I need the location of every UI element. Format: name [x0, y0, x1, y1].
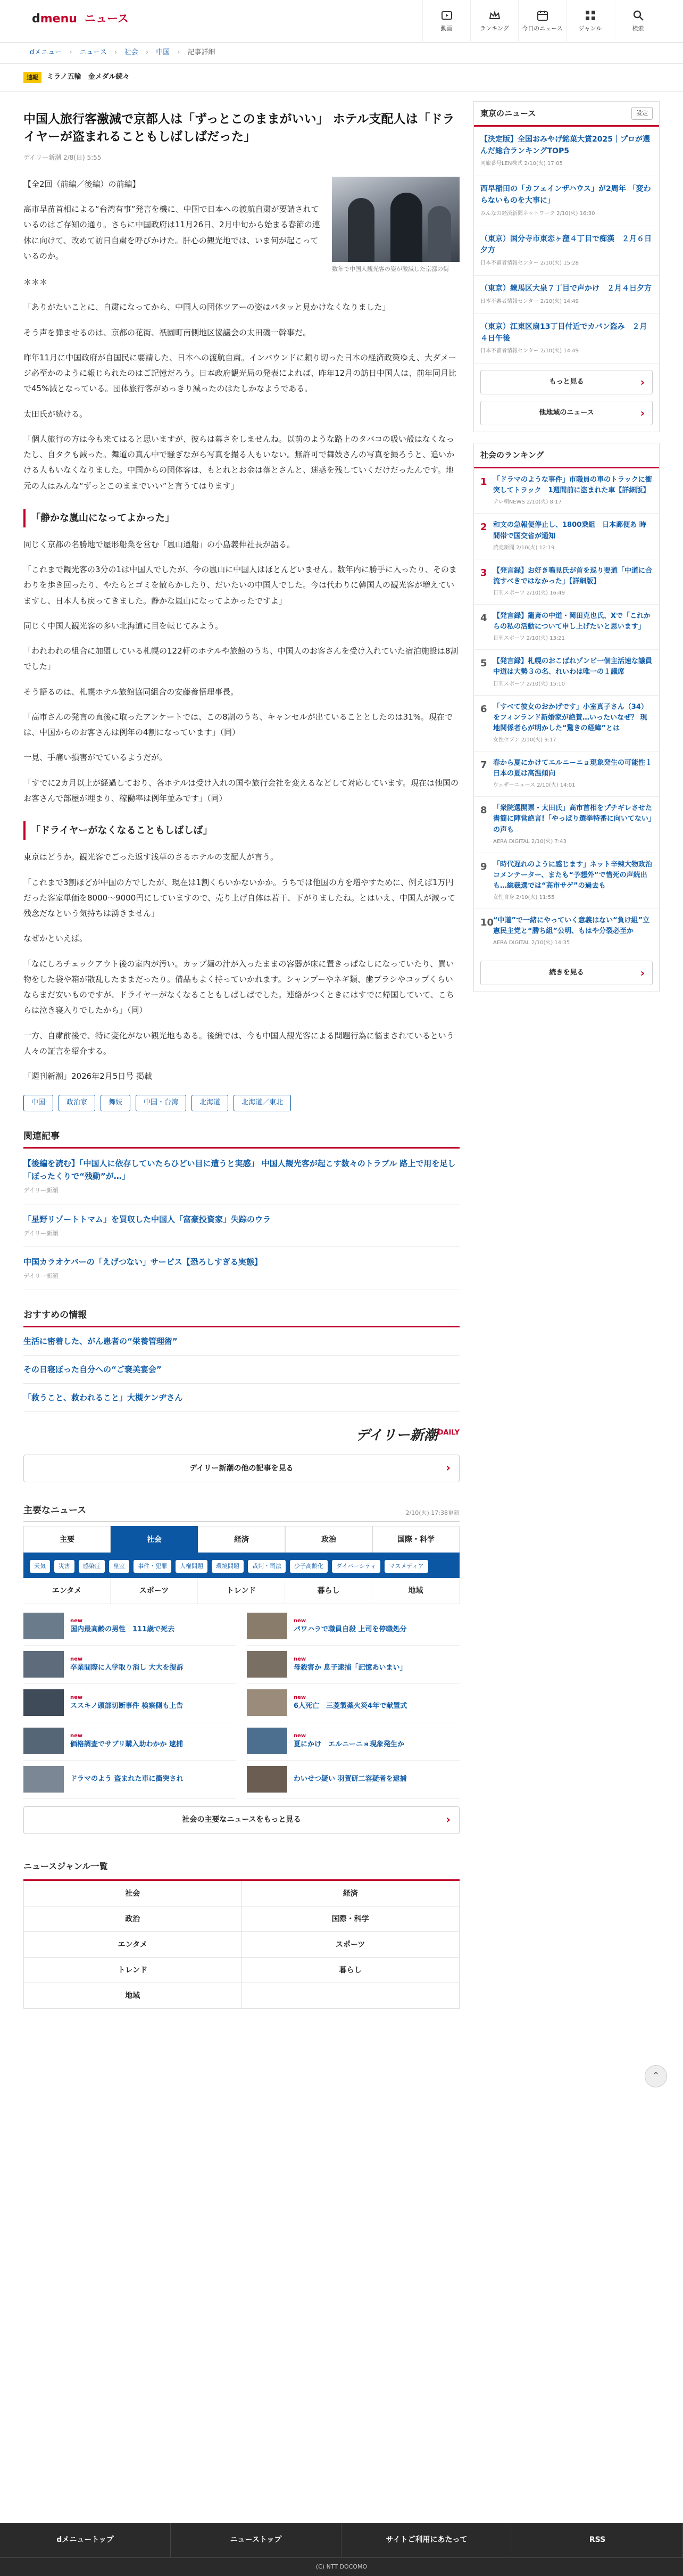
- tokyo-news-title: （東京）江東区扇13丁目付近でカバン盗み ２月４日午後: [480, 322, 647, 343]
- rank-number: 4: [480, 613, 487, 624]
- news-thumbnail: [247, 1689, 287, 1716]
- ranking-item[interactable]: [474, 605, 659, 650]
- news-item[interactable]: [23, 1722, 236, 1761]
- ranking-item[interactable]: [474, 468, 659, 514]
- footer-link-terms[interactable]: サイトご利用にあたって: [342, 2523, 512, 2557]
- tokyo-news-source: みんなの経済新聞ネットワーク 2/10(火) 16:30: [480, 210, 595, 217]
- ranking-box: [473, 443, 660, 992]
- ranking-source: 日刊スポーツ 2/10(火) 15:10: [493, 681, 565, 687]
- ranking-item[interactable]: [474, 853, 659, 909]
- main-news-header: [23, 1504, 460, 1522]
- ranking-source: 読売新聞 2/10(火) 12:19: [493, 544, 555, 551]
- genre-item[interactable]: 社会: [24, 1881, 242, 1906]
- new-badge: new: [294, 1695, 306, 1701]
- source-logo: [23, 1425, 460, 1447]
- article-title: 中国人旅行客激減で京都人は「ずっとこのままがいい」 ホテル支配人は「ドライヤーが盗まれることもしばしばだった」: [23, 112, 455, 144]
- chevron-up-icon: ⌃: [652, 2070, 660, 2082]
- breadcrumb-dmenu[interactable]: dメニュー: [30, 48, 62, 57]
- new-badge: new: [294, 1656, 306, 1663]
- news-item[interactable]: [23, 1684, 236, 1722]
- main-news-tabs: [23, 1526, 460, 1553]
- nav-genre-label: ジャンル: [578, 25, 602, 32]
- genre-item[interactable]: スポーツ: [242, 1932, 460, 1958]
- tokyo-news-item[interactable]: [474, 226, 659, 276]
- other-region-button[interactable]: 他地域のニュース ›: [480, 401, 653, 425]
- region-setting-button[interactable]: 設定: [631, 107, 653, 120]
- photo-caption: 数年で中国人観光客の姿が激減した京都の街: [332, 265, 449, 273]
- main-news-updated: 2/10(火) 17:38更新: [405, 1509, 460, 1517]
- genre-list: [23, 1881, 460, 2009]
- related-source: デイリー新潮: [23, 1273, 59, 1280]
- tab-society[interactable]: 社会: [111, 1526, 198, 1553]
- logo-news: ニュース: [84, 12, 129, 25]
- related-title: 「星野リゾートトマム」を買収した中国人「富豪投資家」失踪のウラ: [23, 1214, 271, 1224]
- tab-life[interactable]: 暮らし: [285, 1578, 372, 1604]
- article-photo[interactable]: [332, 177, 460, 274]
- article-paragraph: 高市早苗首相による“台湾有事”発言を機に、中国で日本への渡航自粛が要請されているのはご存知の通り。さらに中国政府は11月26日、2月中旬から始まる春節の連休に向けて、改めて訪日自粛を呼びかけた。肝心の観光地では、いま何が起こっているのか。: [23, 204, 320, 261]
- rank-number: 9: [480, 861, 487, 872]
- nav-ranking[interactable]: [470, 0, 518, 43]
- news-title: ドラマのよう 盗まれた車に衝突され: [70, 1775, 184, 1784]
- news-title: わいせつ疑い 羽賀研二容疑者を逮捕: [294, 1775, 407, 1784]
- tokyo-news-source: 日本不審者情報センター 2/10(火) 15:28: [480, 260, 579, 267]
- source-logo-text: デイリー新潮: [355, 1427, 438, 1444]
- ranking-source: 日刊スポーツ 2/10(火) 16:49: [493, 590, 565, 597]
- calendar-icon: [536, 9, 549, 22]
- news-title: 夏にかけ エルニーニョ現象発生か: [294, 1740, 405, 1749]
- news-item[interactable]: [247, 1646, 460, 1684]
- news-title: パワハラで職員自殺 上司を停職処分: [294, 1625, 407, 1634]
- breaking-tag: 速報: [23, 72, 41, 84]
- footer-link-news[interactable]: ニューストップ: [171, 2523, 342, 2557]
- breadcrumb-current: 記事詳細: [187, 48, 215, 57]
- tokyo-news-title: （東京）国分寺市東恋ヶ窪４丁目で痴漢 ２月６日夕方: [480, 234, 652, 255]
- photo-image: [332, 177, 460, 262]
- nav-today[interactable]: [518, 0, 566, 43]
- tokyo-more-button[interactable]: もっと見る ›: [480, 370, 653, 394]
- nav-search-label: 検索: [632, 25, 644, 32]
- crown-icon: [488, 9, 501, 22]
- subtag[interactable]: 感染症: [79, 1560, 105, 1573]
- news-item[interactable]: [247, 1684, 460, 1722]
- grid-icon: [584, 9, 597, 22]
- source-logo-mark: DAILY: [437, 1429, 460, 1437]
- news-thumbnail: [247, 1651, 287, 1678]
- article-paragraph: ＊＊＊: [23, 277, 48, 287]
- tab-trend[interactable]: トレンド: [198, 1578, 285, 1604]
- breaking-news-bar[interactable]: [0, 64, 683, 92]
- ranking-source: 女性自身 2/10(火) 11:55: [493, 895, 555, 901]
- tokyo-news-item[interactable]: [474, 314, 659, 364]
- ranking-source: テレ朝NEWS 2/10(火) 8:17: [493, 499, 562, 506]
- site-footer: [0, 2523, 683, 2576]
- subtag-list: [23, 1553, 460, 1578]
- logo-menu: menu: [40, 12, 77, 26]
- genre-section: [23, 1853, 460, 2009]
- tokyo-news-box: [473, 101, 660, 432]
- article-paragraph: 一方、自粛前後で、特に変化がない観光地もある。後編では、今も中国人観光客による問題行為に悩まされているという人々の証言を紹介する。: [23, 1030, 454, 1056]
- breadcrumb-china[interactable]: 中国: [156, 48, 170, 57]
- ranking-heading: 社会のランキング: [480, 450, 544, 460]
- tab-sports[interactable]: スポーツ: [111, 1578, 198, 1604]
- chevron-right-icon: ›: [69, 48, 72, 57]
- subtag[interactable]: 天気: [30, 1560, 50, 1573]
- ranking-title: 「すべて彼女のおかげです」小室真子さん（34）をフィンランド新婚家が絶賛…いったいなぜ？ 現地関係者らが明かした“驚きの経緯”とは: [493, 703, 648, 732]
- news-title: 卒業間際に入学取り消し 大大を提訴: [70, 1664, 184, 1672]
- breadcrumb: [0, 43, 683, 64]
- article-tags: [23, 1095, 460, 1111]
- subtag[interactable]: 事件・犯罪: [134, 1560, 171, 1573]
- ranking-more-button[interactable]: 続きを見る ›: [480, 961, 653, 985]
- news-thumbnail: [247, 1728, 287, 1754]
- article-paragraph: 「われわれの組合に加盟している札幌の122軒のホテルや旅館のうち、中国人のお客さんを受け入れていた宿泊施設は8割でした」: [23, 646, 459, 672]
- article-paragraph: 「ありがたいことに、自粛になってから、中国人の団体ツアーの姿はパタッと見かけなくなりました」: [23, 302, 390, 312]
- article-paragraph: 同じく中国人観光客の多い北海道に目を転じてみよう。: [23, 621, 223, 631]
- ranking-item[interactable]: [474, 650, 659, 695]
- genre-item[interactable]: 政治: [24, 1906, 242, 1932]
- related-source: デイリー新潮: [23, 1229, 59, 1237]
- new-badge: new: [70, 1695, 83, 1701]
- article-paragraph: 一見、手痛い損害がでているようだが。: [23, 753, 168, 763]
- site-header: [0, 0, 683, 43]
- subtag[interactable]: 皇室: [109, 1560, 129, 1573]
- ranking-source: AERA DIGITAL 2/10(火) 7:43: [493, 838, 567, 845]
- genre-item[interactable]: トレンド: [24, 1958, 242, 1983]
- breaking-text: ミラノ五輪 金メダル続々: [47, 73, 130, 81]
- subtag[interactable]: 人権問題: [176, 1560, 207, 1573]
- article-paragraph: 同じく京都の名勝地で屋形船業を営む「嵐山通船」の小島義伸社長が語る。: [23, 539, 295, 549]
- article-body: [23, 177, 460, 1084]
- ranking-source: 日刊スポーツ 2/10(火) 13:21: [493, 635, 565, 642]
- tokyo-news-item[interactable]: [474, 127, 659, 176]
- article-paragraph: 「これまで観光客の3分の1は中国人でしたが、今の嵐山に中国人はほとんどいません。数年内に勝手に入ったり、そのまわりを歩き回ったり、やたらとゴミを散らかしたり、だいたいの中国人でした。今は代わりに韓国人の観光客が増えていますし、日本人も戻ってきました。静かな嵐山になってよかったですよ」: [23, 565, 457, 606]
- rank-number: 6: [480, 703, 487, 715]
- news-item[interactable]: [247, 1607, 460, 1646]
- rank-number: 2: [480, 522, 487, 533]
- chevron-right-icon: ›: [146, 48, 149, 57]
- news-item[interactable]: [23, 1761, 236, 1799]
- ranking-title: 「ドラマのような事件」市職員の車のトラックに衝突してトラック 1週間前に盗まれた車【詳細版】: [493, 476, 652, 495]
- related-item[interactable]: [23, 1247, 460, 1290]
- subtag[interactable]: 少子高齢化: [290, 1560, 328, 1573]
- nav-video[interactable]: [422, 0, 470, 43]
- tab-entertainment[interactable]: エンタメ: [23, 1578, 111, 1604]
- subtag[interactable]: ダイバーシティ: [332, 1560, 380, 1573]
- ranking-title: 【発言録】籠斎の中道・岡田克也氏、Xで「これからの私の活動について申し上げたいと思います」: [493, 612, 651, 631]
- chevron-right-icon: ›: [114, 48, 118, 57]
- ranking-source: 女性セブン 2/10(火) 9:17: [493, 737, 556, 744]
- new-badge: new: [70, 1656, 83, 1663]
- ranking-item[interactable]: [474, 559, 659, 605]
- news-thumbnail: [247, 1613, 287, 1639]
- news-thumbnail: [23, 1651, 64, 1678]
- genre-item[interactable]: エンタメ: [24, 1932, 242, 1958]
- related-title: 【後編を読む】「中国人に依存していたらひどい目に遭うと実感」 中国人観光客が起こす数々のトラブル 路上で用を足し「ぼったくりで“残動”が…」: [23, 1159, 456, 1182]
- article-paragraph: 昨年11月に中国政府が自国民に要請した、日本への渡航自粛。インバウンドに頼り切った日本の経済政策ゆえ、大ダメージ必至かのように報じられたのはご記憶だろう。日本政府観光局の発表によれば、昨年12月の訪日中国人は、前年同月比で45%減となっている。団体旅行客がめっきり減ったのはたしかなようである。: [23, 352, 457, 394]
- news-item[interactable]: [247, 1722, 460, 1761]
- article-paragraph: 「なにしろチェックアウト後の室内が汚い。カップ麺の汁が入ったままの容器が床に置きっぱなしになっていたり、買い物をした袋や箱が散乱したままだったり。備品もよく持っていかれます。シャンプーやネギ類、歯ブラシやコップくらいならまだ安いものですが、ドライヤーがなくなることもしばしばでした。連絡がつくときにはすでに帰国していて、こちらは泣き寝入りでしたから」（同）: [23, 959, 454, 1015]
- ranking-item[interactable]: [474, 909, 659, 954]
- tokyo-news-source: 日本不審者情報センター 2/10(火) 14:49: [480, 348, 579, 354]
- new-badge: new: [294, 1733, 306, 1739]
- article-meta: デイリー新潮 2/8(日) 5:55: [23, 153, 102, 161]
- subtag[interactable]: 環境問題: [212, 1560, 244, 1573]
- ranking-item[interactable]: [474, 752, 659, 797]
- ranking-title: 和文の急報便停止し、1800乗組 日本郵便あ 時間帯で国交省が通知: [493, 521, 646, 540]
- main-news-tabs-2: [23, 1578, 460, 1604]
- ranking-title: 【発言録】札幌のおこばれゾンビ一個主活速な議員 中道は大勢３の名、れいわは唯一の１議席: [493, 657, 660, 676]
- genre-item[interactable]: 暮らし: [242, 1958, 460, 1983]
- recommend-item[interactable]: 生活に密着した、がん患者の“栄養管理術”: [23, 1327, 460, 1356]
- search-icon: [632, 9, 645, 22]
- source-more-button[interactable]: デイリー新潮の他の記事を見る ›: [23, 1455, 460, 1482]
- news-thumbnail: [23, 1728, 64, 1754]
- tag-link[interactable]: 中国: [23, 1095, 53, 1111]
- new-badge: new: [294, 1618, 306, 1624]
- tokyo-news-item[interactable]: [474, 276, 659, 314]
- footer-link-dmenu[interactable]: dメニュートップ: [0, 2523, 171, 2557]
- tag-link[interactable]: 北海道／東北: [234, 1095, 291, 1111]
- news-item[interactable]: [23, 1646, 236, 1684]
- main-news-heading: 主要なニュース: [23, 1505, 87, 1516]
- related-title: 中国カラオケバーの「えげつない」サービス【恐ろしすぎる実態】: [23, 1257, 262, 1267]
- article-subheading: 「ドライヤーがなくなることもしばしば」: [23, 821, 460, 840]
- main-column: [23, 101, 460, 2009]
- related-item[interactable]: [23, 1204, 460, 1248]
- genre-item[interactable]: 経済: [242, 1881, 460, 1906]
- ranking-item[interactable]: [474, 514, 659, 559]
- genre-item[interactable]: 国際・科学: [242, 1906, 460, 1932]
- article-paragraph: そう語るのは、札幌ホテル旅館協同組合の安藤養悟理事長。: [23, 687, 239, 697]
- news-thumbnail: [23, 1689, 64, 1716]
- article-subheading: 「静かな嵐山になってよかった」: [23, 509, 460, 527]
- main-news-more-button[interactable]: 社会の主要なニュースをもっと見る ›: [23, 1806, 460, 1834]
- subtag[interactable]: 災害: [54, 1560, 74, 1573]
- sidebar: [473, 101, 660, 992]
- news-item[interactable]: [23, 1607, 236, 1646]
- ranking-source: AERA DIGITAL 2/10(火) 14:35: [493, 940, 570, 946]
- header-nav: [422, 0, 662, 43]
- rank-number: 7: [480, 759, 487, 771]
- subtag[interactable]: 裁判・司法: [248, 1560, 286, 1573]
- news-item[interactable]: [247, 1761, 460, 1799]
- recommend-heading: おすすめの情報: [23, 1308, 460, 1327]
- nav-genre[interactable]: [566, 0, 614, 43]
- article-paragraph: そう声を弾ませるのは、京都の花街、祇園町南側地区協議会の太田磯一幹事だ。: [23, 327, 311, 337]
- breadcrumb-society[interactable]: 社会: [124, 48, 139, 57]
- article-paragraph: 「高市さんの発言の直後に取ったアンケートでは、この8割のうち、キャンセルが出ていることとしたのは31%。現在では、中国からのお客さんは例年の4割になっています」（同）: [23, 712, 453, 738]
- article-paragraph: 「個人旅行の方は今も来てはると思いますが、彼らは幕さをしませんね。以前のような路上のタバコの吸い殻はなくなったし、自タクも減った。舞道の真ん中で騒ぎながら写真を撮る人もいない。無許可で舞妓さんの写真を撮ろうと、追いかける人もいなくなりました。中国からの団体客は、もとれとお金は落とさんと、迷惑を残していくだけだったんです。地元の人はみんな“ずっとこのままでいい”と言うてはります」: [23, 434, 455, 491]
- ranking-title: 春から夏にかけてエルニーニョ現象発生の可能性ｌ日本の夏は高温傾向: [493, 759, 653, 778]
- logo-d: d: [32, 12, 40, 26]
- article-paragraph: 「すでに2カ月以上が経過しており、各ホテルは受け入れの国や旅行会社を変えるなどして対応しています。現在は他国のお客さんで部屋が埋まり、稼働率は例年並みです」（同）: [23, 778, 459, 803]
- nav-video-label: 動画: [440, 25, 453, 32]
- related-heading: 関連記事: [23, 1129, 460, 1149]
- article-paragraph: 「これまで3割ほどが中国の方でしたが、現在は1割くらいかないかか。うちでは他国の方を増やすために、例えば1万円だった客室単価を8000～9000円にしていますので、売り上げ自体は若干、下がりましたね。とはいえ、中国人が減って残念だなという気持ちは湧きません」: [23, 877, 455, 919]
- related-source: デイリー新潮: [23, 1187, 59, 1194]
- nav-ranking-label: ランキング: [480, 25, 509, 32]
- rank-number: 10: [480, 917, 494, 929]
- tag-link[interactable]: 北海道: [191, 1095, 228, 1111]
- news-thumbnail: [247, 1766, 287, 1793]
- new-badge: new: [70, 1733, 83, 1739]
- tokyo-news-title: 【決定版】全国おみやげ銘菓大賞2025｜プロが選んだ総合ランキングTOP5: [480, 135, 650, 155]
- tokyo-news-item[interactable]: [474, 176, 659, 226]
- tab-main[interactable]: 主要: [23, 1526, 111, 1553]
- ranking-item[interactable]: [474, 696, 659, 752]
- article-paragraph: 太田氏が続ける。: [23, 409, 88, 419]
- breadcrumb-news[interactable]: ニュース: [79, 48, 107, 57]
- footer-link-rss[interactable]: RSS: [512, 2523, 683, 2557]
- news-title: ススキノ頭部切断事件 検察側も上告: [70, 1702, 184, 1711]
- nav-today-label: 今日のニュース: [522, 25, 563, 32]
- ranking-title: “中道”で一緒にやっていく意義はない“負け組”立憲民主党と“勝ち組”公明、もはや分裂必至か: [493, 917, 650, 936]
- main-news-grid: [23, 1607, 460, 1799]
- tokyo-news-title: 西早稲田の「カフェインザハウス」が2周年 「変わらないものを大事に」: [480, 185, 651, 205]
- tokyo-news-heading: 東京のニュース: [480, 109, 536, 118]
- tab-economy[interactable]: 経済: [198, 1526, 285, 1553]
- tokyo-news-source: 日本不審者情報センター 2/10(火) 14:49: [480, 298, 579, 304]
- genre-heading: ニュースジャンル一覧: [23, 1853, 460, 1881]
- tab-region[interactable]: 地域: [372, 1578, 460, 1604]
- news-thumbnail: [23, 1613, 64, 1639]
- new-badge: new: [70, 1618, 83, 1624]
- related-item[interactable]: [23, 1149, 460, 1204]
- news-title: 価格調査でサブリ購入助わかか 逮捕: [70, 1740, 184, 1749]
- recommend-item[interactable]: 「救うこと、救われること」大槻ケンヂさん: [23, 1384, 460, 1412]
- news-title: 6人死亡 三菱製薬火災4年で献置式: [294, 1702, 407, 1711]
- ranking-title: 【発言録】お好き鳴見氏が首を巡り要道「中道に合流すべきではなかった」【詳細版】: [493, 566, 653, 585]
- rank-number: 5: [480, 658, 487, 670]
- recommend-item[interactable]: その日寝ぼった自分への“ご褒美宴会”: [23, 1356, 460, 1384]
- tab-world[interactable]: 国際・科学: [372, 1526, 460, 1553]
- tokyo-news-title: （東京）練馬区大泉７丁目で声かけ ２月４日夕方: [480, 284, 652, 293]
- ranking-title: 「衆院選開票・太田氏」高市首相をプチギレさせた書簡に陣営絶言!「やっぱり選挙特番に向いてない」の声も: [493, 804, 652, 834]
- chevron-right-icon: ›: [177, 48, 180, 57]
- ranking-title: 「時代遅れのように感じます」ネット辛辣大物政治コメンテーター、またも“予想外”で惜死の声続出も…総裁選では“高市サゲ”の過去も: [493, 860, 653, 890]
- tag-link[interactable]: 中国・台湾: [136, 1095, 186, 1111]
- tokyo-news-source: 同旅番号LEN株式 2/10(火) 17:05: [480, 161, 563, 167]
- nav-search[interactable]: [614, 0, 662, 43]
- ranking-source: ウェザーニュース 2/10(火) 14:01: [493, 782, 576, 789]
- scroll-top-button[interactable]: [645, 2065, 667, 2087]
- article-paragraph: なぜかといえば。: [23, 934, 88, 944]
- subtag[interactable]: マスメディア: [385, 1560, 428, 1573]
- news-thumbnail: [23, 1766, 64, 1793]
- video-icon: [440, 9, 453, 22]
- genre-item-empty: [242, 1983, 460, 2009]
- tag-link[interactable]: 舞妓: [101, 1095, 130, 1111]
- tag-link[interactable]: 政治家: [59, 1095, 95, 1111]
- rank-number: 3: [480, 567, 487, 579]
- site-logo[interactable]: [32, 10, 129, 28]
- ranking-item[interactable]: [474, 797, 659, 853]
- rank-number: 1: [480, 476, 487, 488]
- genre-item[interactable]: 地域: [24, 1983, 242, 2009]
- rank-number: 8: [480, 805, 487, 816]
- article-paragraph: 東京はどうか。観光客でごった返す浅草のさるホテルの支配人が言う。: [23, 852, 278, 862]
- article-paragraph: 【全2回（前編／後編）の前編】: [23, 179, 140, 189]
- copyright: (C) NTT DOCOMO: [315, 2563, 368, 2570]
- footer-nav: [0, 2523, 683, 2558]
- tab-politics[interactable]: 政治: [285, 1526, 372, 1553]
- news-title: 国内最高齢の男性 111歳で死去: [70, 1625, 175, 1634]
- article-paragraph: 「週刊新潮」2026年2月5日号 掲載: [23, 1071, 153, 1081]
- news-title: 母殺害か 息子逮捕「記憶あいまい」: [294, 1664, 407, 1672]
